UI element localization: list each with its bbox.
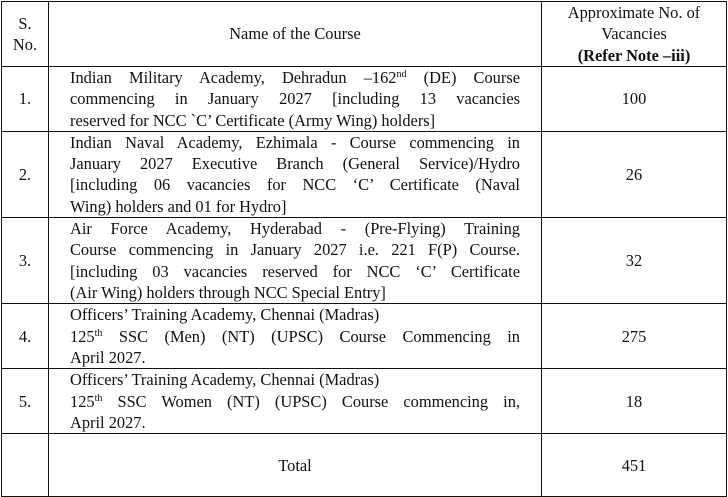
row-course <box>49 66 542 131</box>
course-line: reserved for NCC `C’ Certificate (Army Wing) holders] <box>70 110 436 130</box>
course-line: 125th SSC (Men) (NT) (UPSC) Course Commencing in <box>70 326 520 346</box>
total-value: 451 <box>542 434 727 497</box>
row-sno: 2. <box>2 131 49 217</box>
course-line: Course commencing in January 2027 i.e. 221 F(P) Course. <box>70 240 520 260</box>
header-sno-line1: S. <box>18 13 32 33</box>
total-sno-empty <box>2 434 49 497</box>
row-sno: 3. <box>2 218 49 304</box>
header-vacancies <box>542 2 727 67</box>
course-line: 125th SSC Women (NT) (UPSC) Course commencing in, <box>70 391 520 411</box>
course-line: Officers’ Training Academy, Chennai (Madras) <box>70 370 380 390</box>
row-sno: 4. <box>2 304 49 369</box>
course-line: (Air Wing) holders through NCC Special Entry] <box>70 282 386 302</box>
header-sno-line2: No. <box>12 34 38 54</box>
course-line: January 2027 Executive Branch (General Service)/Hydro <box>70 154 520 174</box>
course-line: April 2027. <box>70 412 146 432</box>
header-vacancies-line1: Approximate No. of <box>567 3 701 22</box>
course-line: Indian Naval Academy, Ezhimala - Course commencing in <box>70 132 520 152</box>
table-row <box>2 66 727 131</box>
header-vacancies-line2: Vacancies <box>601 24 667 44</box>
course-line: commencing in January 2027 [including 13 vacancies <box>70 89 520 109</box>
course-line: [including 06 vacancies for NCC ‘C’ Certificate (Naval <box>70 175 520 195</box>
row-sno: 5. <box>2 369 49 434</box>
table-row <box>2 131 727 217</box>
course-line: Wing) holders and 01 for Hydro] <box>70 196 287 216</box>
table-header-row <box>2 2 727 67</box>
course-line: Officers’ Training Academy, Chennai (Madras) <box>70 305 380 325</box>
course-line: Air Force Academy, Hyderabad - (Pre-Flying) Training <box>70 219 520 239</box>
header-course: Name of the Course <box>49 2 542 67</box>
row-course <box>49 218 542 304</box>
row-course <box>49 369 542 434</box>
header-sno <box>2 2 49 67</box>
row-vacancies: 32 <box>542 218 727 304</box>
row-vacancies: 18 <box>542 369 727 434</box>
row-vacancies: 100 <box>542 66 727 131</box>
table-row <box>2 369 727 434</box>
row-vacancies: 275 <box>542 304 727 369</box>
row-sno: 1. <box>2 66 49 131</box>
header-vacancies-note: (Refer Note –iii) <box>577 45 691 65</box>
total-label: Total <box>49 434 542 497</box>
course-line: [including 03 vacancies reserved for NCC ‘C’ Certificate <box>70 261 520 281</box>
table-row <box>2 218 727 304</box>
row-course <box>49 131 542 217</box>
course-line: April 2027. <box>70 347 146 367</box>
row-vacancies: 26 <box>542 131 727 217</box>
vacancies-table <box>1 1 727 497</box>
row-course <box>49 304 542 369</box>
total-row <box>2 434 727 497</box>
course-line: Indian Military Academy, Dehradun –162nd (DE) Course <box>70 67 520 87</box>
table-row <box>2 304 727 369</box>
